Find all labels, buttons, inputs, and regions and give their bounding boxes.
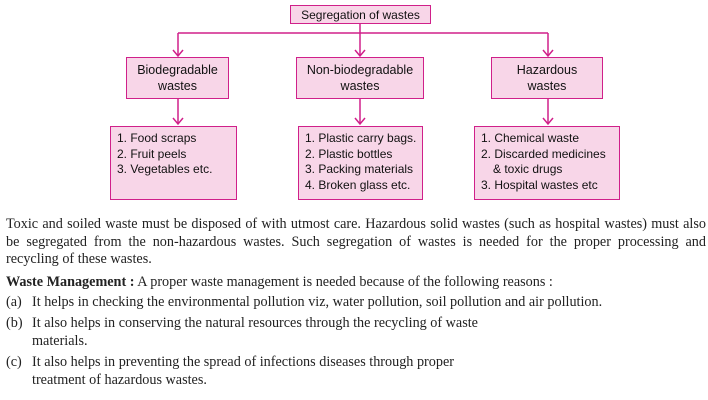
list-biodegradable bbox=[110, 126, 237, 200]
root-label: Segregation of wastes bbox=[301, 7, 420, 22]
list-hazardous bbox=[474, 126, 620, 200]
list-item: 3. Packing materials bbox=[305, 162, 414, 177]
waste-management-heading bbox=[6, 273, 706, 291]
heading-text: A proper waste management is needed because of the following reasons : bbox=[134, 273, 553, 290]
list-item: 1. Plastic carry bags. bbox=[305, 131, 417, 145]
reason-text: It helps in checking the environmental pollution viz, water pollution, soil pollution and air pollution. bbox=[32, 293, 603, 310]
category-title-line2: wastes bbox=[340, 79, 380, 93]
category-title-line1: Non-biodegradable bbox=[306, 63, 414, 77]
category-biodegradable bbox=[126, 57, 229, 99]
reason-mark: (c) bbox=[6, 354, 22, 370]
category-hazardous bbox=[491, 57, 603, 99]
list-item: 2. Plastic bottles bbox=[305, 146, 393, 161]
category-nonbiodegradable bbox=[296, 57, 424, 99]
reason-text-line1: It also helps in preventing the spread of infections diseases through proper bbox=[32, 354, 454, 370]
list-item: 4. Broken glass etc. bbox=[305, 177, 411, 192]
segregation-paragraph: Toxic and soiled waste must be disposed of with utmost care. Hazardous solid wastes (such as hospital wastes) must also be segregated from the non-hazardous wastes. Such segregation of wastes is needed for the proper processing and recycling of these wastes. bbox=[6, 216, 706, 267]
list-item-continuation: & toxic drugs bbox=[493, 162, 563, 177]
reason-mark: (b) bbox=[6, 315, 23, 331]
reason-item bbox=[6, 315, 706, 350]
list-item: 3. Vegetables etc. bbox=[117, 162, 213, 177]
list-item: 1. Chemical waste bbox=[481, 131, 580, 145]
category-title-line2: wastes bbox=[527, 79, 567, 93]
body-text bbox=[6, 216, 706, 393]
reason-text-line2: treatment of hazardous wastes. bbox=[32, 371, 207, 388]
reason-text-line1: It also helps in conserving the natural resources through the recycling of waste bbox=[32, 315, 478, 331]
category-title-line1: Biodegradable bbox=[137, 63, 218, 77]
list-item: 1. Food scraps bbox=[117, 131, 197, 145]
list-item: 2. Fruit peels bbox=[117, 146, 187, 161]
reason-mark: (a) bbox=[6, 293, 22, 310]
list-item: 3. Hospital wastes etc bbox=[481, 177, 598, 192]
category-title-line1: Hazardous bbox=[516, 63, 578, 77]
list-item: 2. Discarded medicines bbox=[481, 146, 606, 161]
reason-item bbox=[6, 354, 706, 389]
reasons-list bbox=[6, 294, 706, 390]
reason-item bbox=[6, 294, 706, 312]
root-box bbox=[290, 5, 431, 24]
list-nonbiodegradable bbox=[298, 126, 423, 200]
reason-text-line2: materials. bbox=[32, 332, 88, 349]
category-title-line2: wastes bbox=[158, 79, 197, 93]
heading-label: Waste Management : bbox=[6, 273, 135, 290]
